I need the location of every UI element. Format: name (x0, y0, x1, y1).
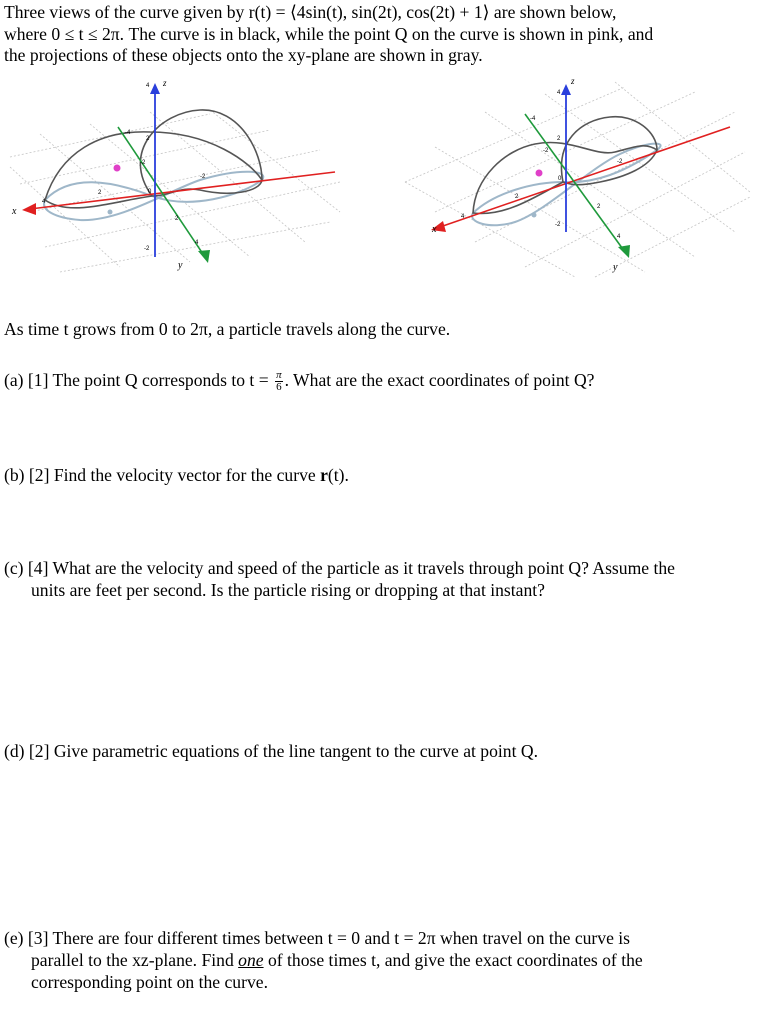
point-q-projection-icon (108, 210, 113, 215)
space-curve (45, 110, 262, 208)
intro-line-3: the projections of these objects onto the xy-plane are shown in gray. (4, 45, 483, 65)
fraction-pi-over-6 (275, 370, 283, 393)
tick-label: -2 (617, 159, 623, 165)
question-b-arg: (t). (327, 465, 349, 485)
y-axis-label: y (613, 262, 618, 273)
question-e-line-1: (e) [3] There are four different times between t = 0 and t = 2π when travel on the curve is (4, 928, 631, 948)
question-e (4, 927, 769, 993)
y-axis-arrow (198, 250, 210, 263)
emphasis-one: one (238, 950, 264, 970)
x-axis (30, 172, 335, 209)
x-axis-label: x (432, 224, 437, 235)
tick-label: 2 (515, 194, 519, 200)
point-q-icon (536, 170, 543, 177)
z-axis-label: z (163, 78, 167, 88)
point-q-icon (114, 165, 121, 172)
question-d-text: (d) [2] Give parametric equations of the line tangent to the curve at point Q. (4, 741, 538, 761)
tick-label: -2 (200, 174, 206, 180)
tick-label: -4 (125, 130, 131, 136)
question-c (4, 557, 769, 601)
y-axis-arrow (618, 245, 630, 258)
tick-label: 2 (98, 190, 102, 196)
intro-line-1: Three views of the curve given by r(t) = ⟨4sin(t), sin(2t), cos(2t) + 1⟩ are shown below, (4, 2, 617, 22)
z-axis-label: z (571, 76, 575, 86)
y-axis-label: y (178, 260, 183, 271)
tick-label: 4 (146, 83, 150, 89)
tick-label: 4 (557, 90, 561, 96)
question-b-text: (b) [2] Find the velocity vector for the curve (4, 465, 321, 485)
question-c-line-1: (c) [4] What are the velocity and speed of the particle as it travels through point Q? Assume the (4, 558, 675, 578)
origin-label: 0 (148, 189, 152, 195)
question-a-label: (a) [1] The point Q corresponds to t = (4, 370, 269, 390)
tick-label: 4 (617, 234, 621, 240)
tick-label: -2 (543, 148, 549, 154)
question-e-line-2 (4, 949, 769, 971)
tick-label: 2 (557, 136, 561, 142)
fraction-denominator: 6 (276, 381, 282, 394)
y-axis (118, 127, 205, 257)
z-axis-arrow (561, 84, 571, 95)
tick-label: -2 (555, 222, 561, 228)
fraction-numerator: π (276, 369, 282, 382)
tick-label: 4 (461, 214, 465, 220)
figure-left (0, 72, 360, 282)
x-axis (440, 127, 730, 227)
intro-line-2: where 0 ≤ t ≤ 2π. The curve is in black, while the point Q on the curve is shown in pink, and (4, 23, 654, 44)
question-c-line-2: units are feet per second. Is the particle rising or dropping at that instant? (31, 580, 545, 600)
motion-paragraph (4, 318, 769, 340)
question-b (4, 464, 769, 486)
figures-row (0, 72, 771, 282)
point-q-projection-icon (532, 213, 537, 218)
tick-label: -2 (140, 160, 146, 166)
z-axis-arrow (150, 83, 160, 94)
x-axis-arrow (22, 203, 36, 215)
figure-right (395, 72, 765, 282)
vector-r: r (320, 465, 328, 485)
tick-label: 2 (597, 204, 601, 210)
question-a (4, 369, 769, 393)
tick-label: 2 (175, 216, 179, 222)
tick-label: 2 (146, 136, 150, 142)
tick-label: -4 (530, 116, 536, 122)
question-e-line-3: corresponding point on the curve. (31, 972, 268, 992)
question-d (4, 740, 769, 762)
origin-label: 0 (558, 176, 562, 182)
question-a-rest: . What are the exact coordinates of point Q? (284, 370, 595, 390)
tick-label: 4 (42, 199, 46, 205)
question-e-line-2-post: of those times t, and give the exact coordinates of the (263, 950, 643, 970)
tick-label: -2 (144, 246, 150, 252)
motion-text: As time t grows from 0 to 2π, a particle travels along the curve. (4, 319, 451, 339)
tick-label: 4 (195, 240, 199, 246)
question-e-line-2-pre: parallel to the xz-plane. Find (31, 950, 239, 970)
x-axis-label: x (12, 206, 17, 217)
intro-paragraph (4, 2, 766, 67)
